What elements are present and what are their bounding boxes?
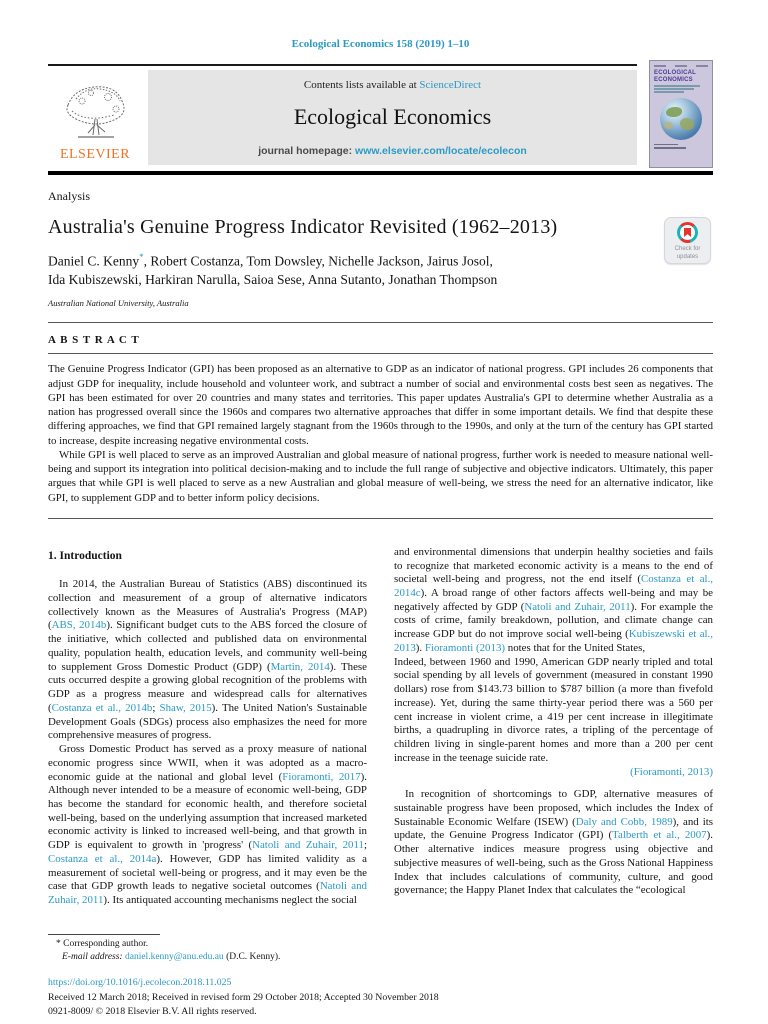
abstract-heading: A B S T R A C T (48, 334, 140, 347)
citation-link[interactable]: Fioramonti (2013) (424, 641, 506, 654)
footnote-block (48, 934, 370, 965)
citation-link[interactable]: Costanza et al., 2014c (394, 573, 713, 599)
abstract-bottom-rule (48, 518, 713, 519)
cover-bottom-bars (654, 144, 708, 149)
citation-link[interactable]: * (139, 252, 144, 262)
blockquote-attribution (394, 766, 713, 780)
citation-link[interactable]: Talberth et al., 2007 (612, 829, 707, 842)
citation-link[interactable]: Natoli and Zuhair, 2011 (48, 880, 367, 907)
citation-link[interactable]: Natoli and Zuhair, 2011 (524, 600, 631, 613)
citation-link[interactable]: ABS, 2014b (51, 619, 107, 632)
masthead-main (48, 64, 637, 165)
section-heading-introduction: 1. Introduction (48, 549, 122, 562)
article-body (48, 546, 713, 924)
homepage-url-link[interactable]: www.elsevier.com/locate/ecolecon (355, 145, 527, 157)
right-column (394, 546, 713, 924)
citation-link[interactable]: Martin, 2014 (270, 660, 330, 673)
email-line: E-mail address: daniel.kenny@anu.edu.au (D.C. Kenny). (62, 952, 281, 963)
masthead (48, 64, 713, 168)
author-list (48, 251, 713, 290)
check-for-updates-badge[interactable] (664, 217, 711, 264)
citation-link[interactable]: Kubiszewski et al., 2013 (394, 628, 713, 654)
article-footer (48, 976, 713, 1019)
citation-link[interactable]: (Fioramonti, 2013) (630, 765, 713, 778)
elsevier-wordmark: ELSEVIER (59, 147, 131, 162)
footnote-rule (48, 934, 160, 935)
globe-icon (660, 98, 702, 140)
abstract-top-rule (48, 322, 713, 323)
citation-link[interactable]: Costanza et al., 2014b (51, 701, 153, 714)
elsevier-tree-icon (58, 79, 132, 146)
journal-cover-thumbnail[interactable] (649, 60, 713, 168)
intro-paragraph-1: In 2014, the Australian Bureau of Statistics (ABS) discontinued its collection and measurement of a group of alternative indicators collectively known as the Measures of Australia's Progress (MAP) (ABS, 2014b). Significant budget cuts to the ABS forced the closure of the initiative, which collected and published data on environmental quality, population health, education levels, and community well-being to supplement Gross Domestic Product (GDP) (Martin, 2014). These cuts occurred despite a growing global recognition of the problems with GDP as a progress measure and widespread calls for alternatives (Costanza et al., 2014b; Shaw, 2015). The United Nation's Sustainable Development Goals (SDGs) process also emphasizes the need for more comprehensive measures of progress. (48, 578, 367, 742)
homepage-label: journal homepage: (258, 145, 356, 157)
citation-link[interactable]: Daly and Cobb, 1989 (575, 815, 673, 828)
citation-link[interactable]: Fioramonti, 2017 (282, 770, 361, 783)
contents-line (156, 79, 629, 91)
citation-link[interactable]: Natoli and Zuhair, 2011 (252, 839, 364, 852)
intro-paragraph-4: In recognition of shortcomings to GDP, alternative measures of sustainable progress have been proposed, which includes the Index of Sustainable Economic Welfare (ISEW) (Daly and Cobb, 1989), and its update, the Genuine Progress Indicator (GPI) (Talberth et al., 2007). Other alternative indices measure progress using objective and subjective measures of well-being, such as the Gross National Happiness Index that includes calculations of community, culture, and good governance; the Happy Planet Index that calculates the “ecological (394, 788, 713, 897)
journal-citation: Ecological Economics 158 (2019) 1–10 (291, 38, 470, 50)
abstract-paragraph-2: While GPI is well placed to serve as an improved Australian and global measure of national progress, further work is needed to measure national well-being and support its integration into political decision-making and to include the full range of subjective and objective indicators. Ultimately, this paper argues that while GPI is well placed to serve as a new Australian and global measure of well-being, we stress the need for an alternative indicator, like GPI, to supplement GDP and to better inform policy decisions. (48, 448, 713, 504)
blockquote: Indeed, between 1960 and 1990, American GDP nearly tripled and total social spending by all levels of government (measured in constant 1990 dollars) rose from $143.73 billion to $787 billion (a more than fivefold increase). Yet, during the same thirty-year period there was a 560 per cent increase in violent crime, a 419 per cent increase in illegitimate births, a quadrupling in divorce rates, a tripling of the percentage of children living in single-parent homes and more than a 200 per cent increase in the teenage suicide rate. (394, 655, 713, 764)
masthead-thick-rule (48, 171, 713, 175)
corresponding-author-note: * Corresponding author. (56, 938, 149, 949)
left-column (48, 546, 367, 924)
check-badge-text: Check for updates (674, 246, 701, 260)
article-head (48, 189, 713, 308)
copyright-line: 0921-8009/ © 2018 Elsevier B.V. All rights reserved. (48, 1005, 257, 1017)
abstract-body (48, 354, 713, 505)
author-line-1: Daniel C. Kenny*, Robert Costanza, Tom Dowsley, Nichelle Jackson, Jairus Josol, (48, 252, 493, 269)
doi-link[interactable]: https://doi.org/10.1016/j.ecolecon.2018.11.025 (48, 977, 232, 989)
cover-subtitle-bars (654, 85, 708, 93)
cover-title: ECOLOGICAL ECONOMICS (654, 70, 696, 83)
citation-link[interactable]: Shaw, 2015 (159, 701, 212, 714)
received-dates: Received 12 March 2018; Received in revised form 29 October 2018; Accepted 30 November 2018 (48, 991, 439, 1003)
article-type-label: Analysis (48, 189, 90, 203)
elsevier-logo (48, 66, 148, 165)
intro-paragraph-3: and environmental dimensions that underpin healthy societies and fails to recognize that marketed economic activity is a means to the end of societal well-being and progress, not the end itself (Costanza et al., 2014c). A broad range of other factors affects well-being and may be negatively affected by GDP (Natoli and Zuhair, 2011). For example the costs of crime, family breakdown, pollution, and climate change can increase GDP but do not improve social well-being (Kubiszewski et al., 2013). Fioramonti (2013) notes that for the United States, (394, 545, 713, 654)
page-title: Australia's Genuine Progress Indicator Revisited (1962–2013) (48, 216, 558, 238)
abstract-paragraph-1: The Genuine Progress Indicator (GPI) has been proposed as an alternative to GDP as an indicator of national progress. GPI includes 26 components that adjust GDP for inequality, include household and volunteer work, and subtract a number of social and environmental costs best seen as negatives. The GPI has been estimated for over 20 countries and many states and territories. This paper updates Australia's GPI to determine whether Australia as a nation has progressed overall since the 1960s and compares two alternative approaches that differ in some important details. We find that despite these differing approaches, we find that GPI remained largely stagnant from the 1960s through to the 1990s, and only at the turn of the century has GPI started to increase, despite increasing negative environmental costs. (48, 363, 713, 447)
citation-link[interactable]: daniel.kenny@anu.edu.au (124, 952, 224, 963)
sciencedirect-link[interactable]: ScienceDirect (419, 79, 482, 91)
intro-paragraph-2: Gross Domestic Product has served as a proxy measure of national economic progress since WWII, when it was adopted as a macro-economic guide at the national and global level (Fioramonti, 2017). Although never intended to be a measure of economic well-being, GDP has become the standard for economic health, and therefore societal well-being, based on the underlying assumption that increased marketed economic activity is linked to increased well-being, and that growth in GDP is equivalent to growth in 'progress' (Natoli and Zuhair, 2011; Costanza et al., 2014a). However, GDP has limited validity as a measurement of societal well-being or progress, and it may even be the case that GDP growth leads to negative societal outcomes (Natoli and Zuhair, 2011). Its antiquated accounting mechanisms neglect the social (48, 743, 367, 907)
citation-link[interactable]: Costanza et al., 2014a (48, 852, 157, 865)
contents-text: Contents lists available at (303, 79, 420, 91)
journal-title: Ecological Economics (293, 104, 492, 129)
affiliation: Australian National University, Australia (48, 298, 189, 309)
journal-header-box (148, 70, 637, 165)
crossmark-icon (677, 222, 698, 243)
homepage-line (156, 145, 629, 157)
cover-top-bars (654, 65, 708, 67)
author-line-2: Ida Kubiszewski, Harkiran Narulla, Saioa Sese, Anna Sutanto, Jonathan Thompson (48, 272, 498, 288)
